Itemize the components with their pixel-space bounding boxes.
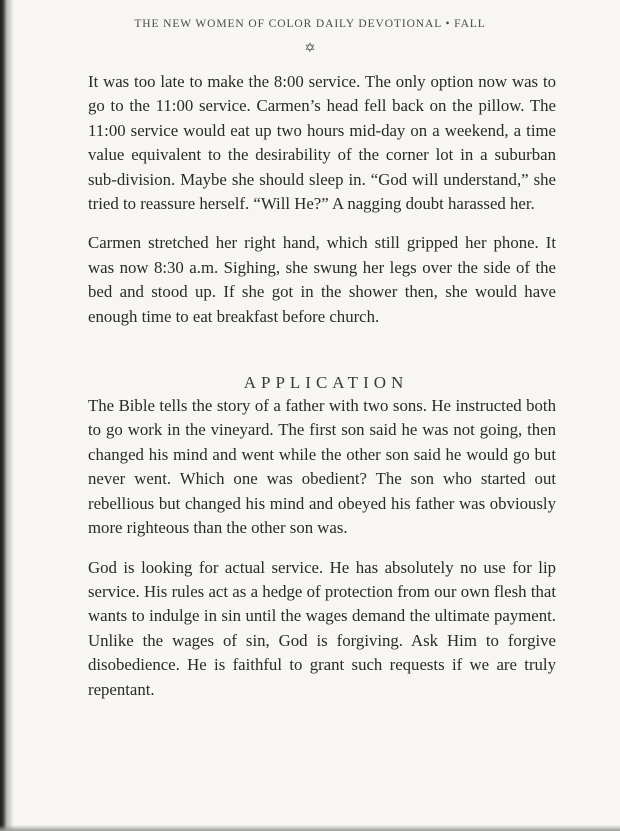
story-paragraph-1: It was too late to make the 8:00 service. The only option now was to go to the 11:00 service. Carmen’s head fell back on the pillow. The 11:00 service would eat up two hours mid-day on a weekend, a time value equivalent to the desirability of the corner lot in a suburban sub-division. Maybe she should sleep in. “God will understand,” she tried to reassure herself. “Will He?” A nagging doubt harassed her. bbox=[88, 72, 556, 214]
application-heading: APPLICATION bbox=[243, 373, 409, 393]
story-paragraph-2: Carmen stretched her right hand, which still gripped her phone. It was now 8:30 a.m. Sighing, she swung her legs over the side of the bed and stood up. If she got in the shower then, she would have enough time to eat breakfast before church. bbox=[88, 233, 556, 326]
page-binding-shadow bbox=[0, 0, 14, 831]
application-paragraph-1: The Bible tells the story of a father with two sons. He instructed both to go work in the vineyard. The first son said he was not going, then changed his mind and went while the other son said he would go but never went. Which one was obedient? The son who started out rebellious but changed his mind and obeyed his father was obviously more righteous than the other son was. bbox=[88, 396, 556, 538]
ornament-icon: ✡ bbox=[304, 40, 316, 55]
application-paragraph-2: God is looking for actual service. He has absolutely no use for lip service. His rules act as a hedge of protection from our own flesh that wants to indulge in sin until the wages demand the ultimate payment. Unlike the wages of sin, God is forgiving. Ask Him to forgive disobedience. He is faithful to grant such requests if we are truly repentant. bbox=[88, 557, 556, 699]
page-bottom-edge bbox=[0, 825, 620, 831]
page-body bbox=[88, 70, 556, 702]
running-head: THE NEW WOMEN OF COLOR DAILY DEVOTIONAL • FALL bbox=[134, 18, 486, 30]
